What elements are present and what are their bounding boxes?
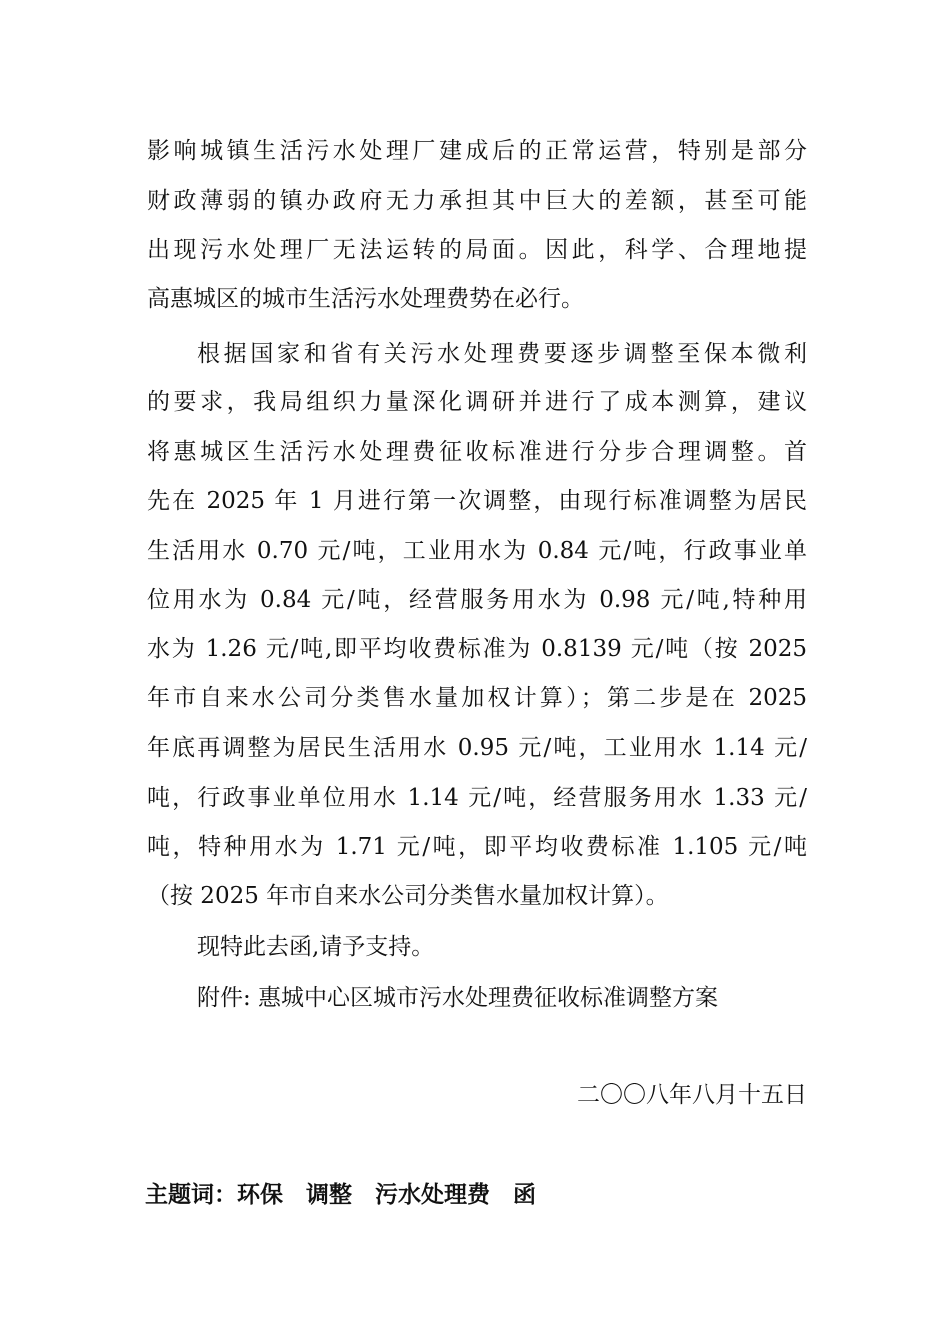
paragraph2-line-8: 年市自来水公司分类售水量加权计算）；第二步是在 2025 — [147, 685, 807, 711]
paragraph1-line-4: 高惠城区的城市生活污水处理费势在必行。 — [147, 286, 584, 312]
paragraph2-line-5: 生活用水 0.70 元/吨，工业用水为 0.84 元/吨，行政事业单 — [147, 538, 807, 564]
paragraph2-line-12: （按 2025 年市自来水公司分类售水量加权计算）。 — [147, 883, 669, 909]
document-date: 二〇〇八年八月十五日 — [577, 1082, 807, 1108]
paragraph2-line-9: 年底再调整为居民生活用水 0.95 元/吨，工业用水 1.14 元/ — [147, 735, 807, 761]
paragraph2-line-4: 先在 2025 年 1 月进行第一次调整，由现行标准调整为居民 — [147, 488, 807, 514]
paragraph2-line-1: 根据国家和省有关污水处理费要逐步调整至保本微利 — [197, 341, 807, 367]
paragraph1-line-2: 财政薄弱的镇办政府无力承担其中巨大的差额，甚至可能 — [147, 188, 807, 214]
paragraph2-line-2: 的要求，我局组织力量深化调研并进行了成本测算，建议 — [147, 389, 807, 415]
subject-keywords: 主题词：环保 调整 污水处理费 函 — [145, 1182, 536, 1208]
paragraph2-line-7: 水为 1.26 元/吨,即平均收费标准为 0.8139 元/吨（按 2025 — [147, 636, 807, 662]
paragraph2-line-11: 吨，特种用水为 1.71 元/吨，即平均收费标准 1.105 元/吨 — [147, 834, 807, 860]
request-line: 现特此去函,请予支持。 — [197, 934, 435, 960]
paragraph2-line-6: 位用水为 0.84 元/吨，经营服务用水为 0.98 元/吨,特种用 — [147, 587, 807, 613]
paragraph2-line-10: 吨，行政事业单位用水 1.14 元/吨，经营服务用水 1.33 元/ — [147, 785, 807, 811]
paragraph1-line-1: 影响城镇生活污水处理厂建成后的正常运营，特别是部分 — [147, 138, 807, 164]
paragraph2-line-3: 将惠城区生活污水处理费征收标准进行分步合理调整。首 — [147, 439, 807, 465]
paragraph1-line-3: 出现污水处理厂无法运转的局面。因此，科学、合理地提 — [147, 237, 807, 263]
attachment-line: 附件: 惠城中心区城市污水处理费征收标准调整方案 — [197, 985, 719, 1011]
